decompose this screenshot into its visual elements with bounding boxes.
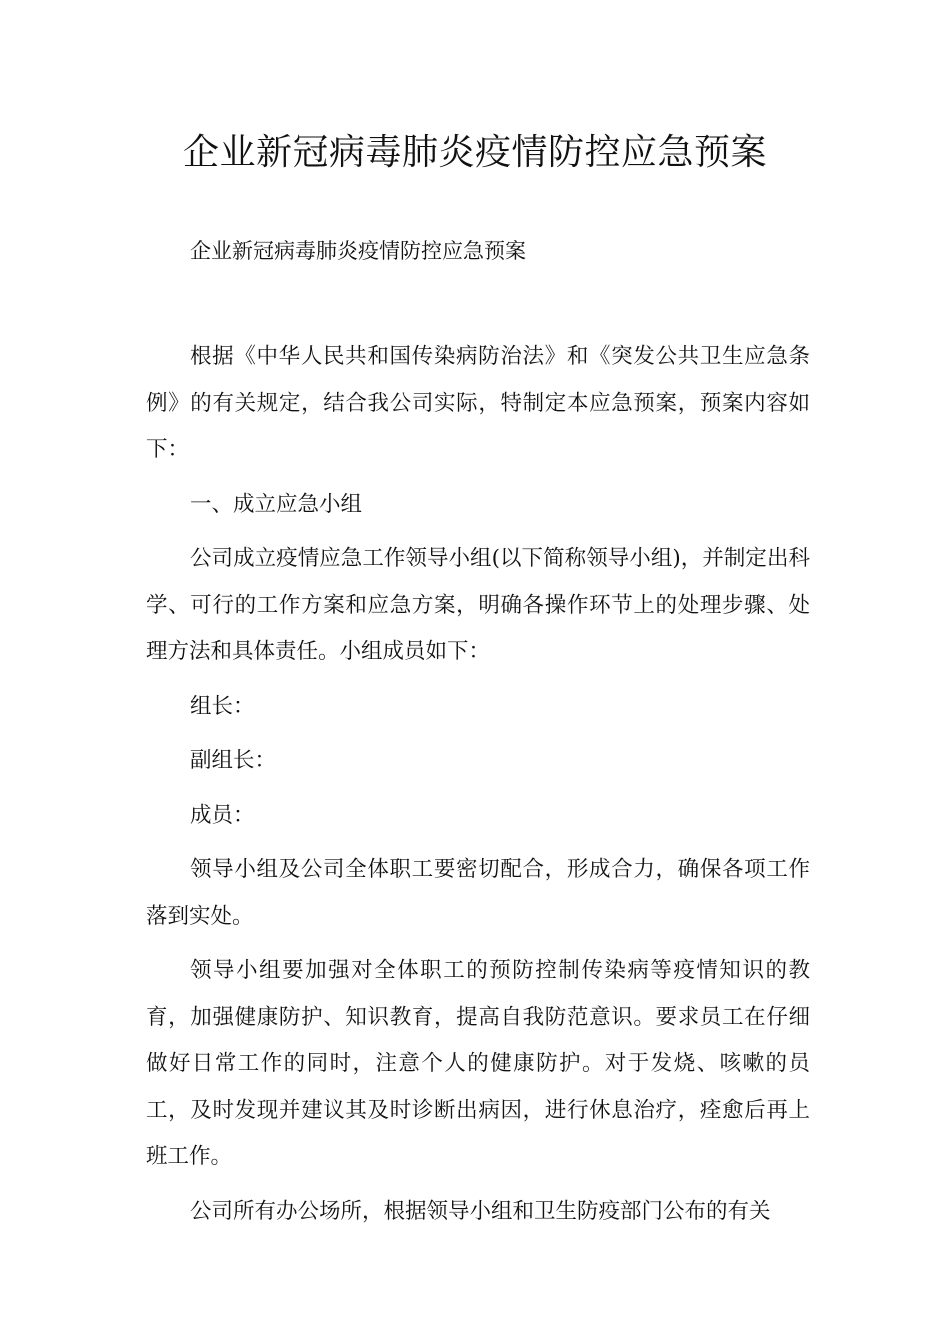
paragraph-group-setup: 公司成立疫情应急工作领导小组(以下简称领导小组)，并制定出科学、可行的工作方案和应急方案，明确各操作环节上的处理步骤、处理方法和具体责任。小组成员如下： — [146, 546, 810, 664]
paragraph-health-education: 领导小组要加强对全体职工的预防控制传染病等疫情知识的教育，加强健康防护、知识教育，提高自我防范意识。要求员工在仔细做好日常工作的同时，注意个人的健康防护。对于发烧、咳嗽的员工，及时发现并建议其及时诊断出病因，进行休息治疗，痊愈后再上班工作。 — [146, 958, 810, 1169]
document-body — [146, 334, 810, 1243]
paragraph-deputy-leader: 副组长： — [190, 748, 277, 773]
paragraph-group-leader: 组长： — [190, 693, 255, 719]
paragraph-office-premises: 公司所有办公场所，根据领导小组和卫生防疫部门公布的有关 — [190, 1198, 771, 1224]
paragraph-legal-basis: 根据《中华人民共和国传染病防治法》和《突发公共卫生应急条例》的有关规定，结合我公司实际，特制定本应急预案，预案内容如下： — [146, 344, 810, 462]
document-subtitle: 企业新冠病毒肺炎疫情防控应急预案 — [190, 239, 526, 263]
document-title: 企业新冠病毒肺炎疫情防控应急预案 — [182, 132, 767, 173]
paragraph-cooperation: 领导小组及公司全体职工要密切配合，形成合力，确保各项工作落到实处。 — [146, 857, 810, 929]
paragraph-members: 成员： — [190, 802, 255, 828]
section-heading-emergency-group: 一、成立应急小组 — [190, 491, 363, 517]
